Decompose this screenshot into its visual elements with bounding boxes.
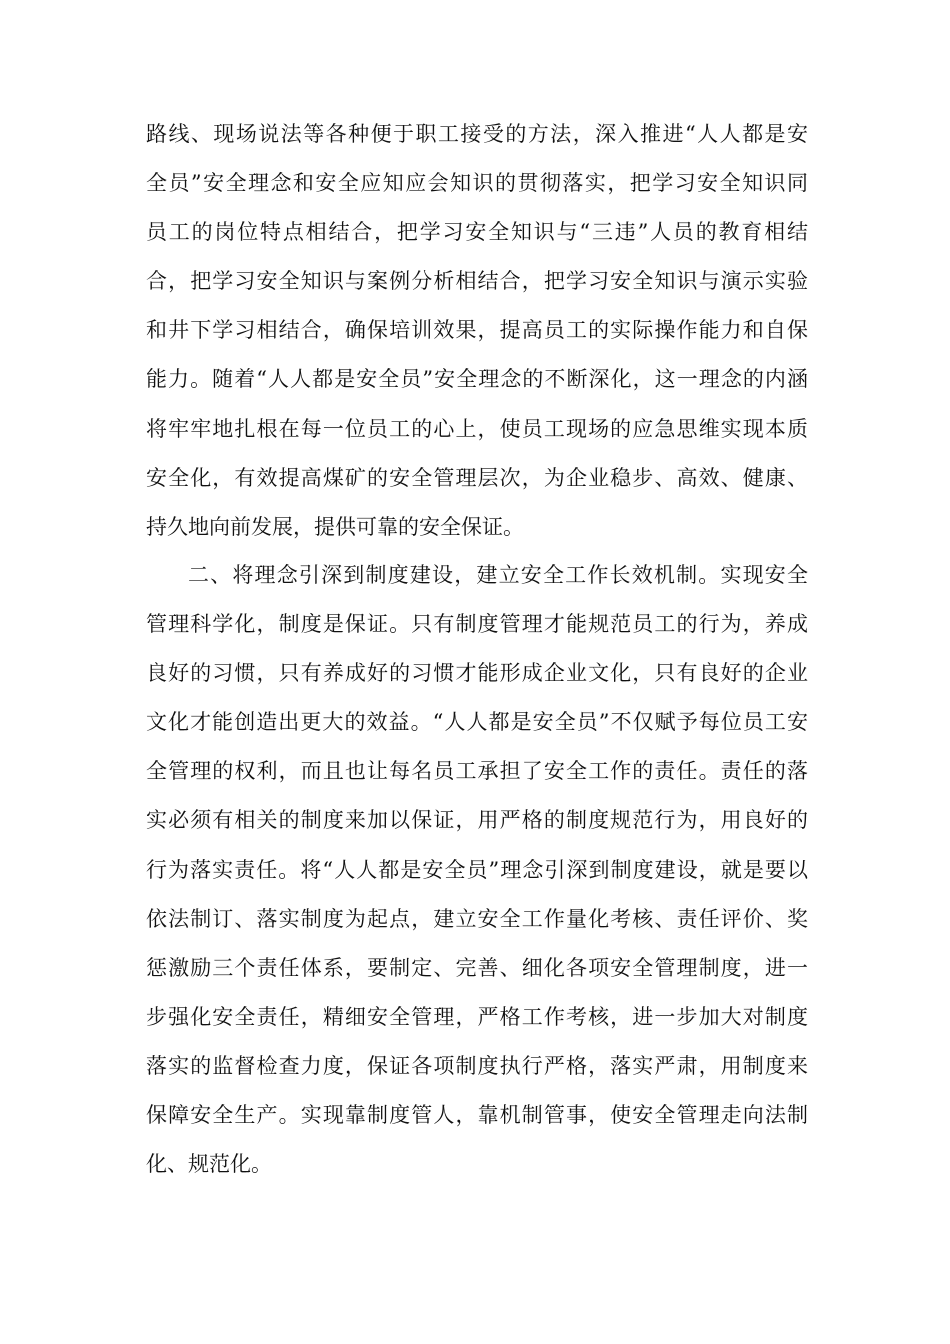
text-line: 持久地向前发展，提供可靠的安全保证。 xyxy=(146,514,524,539)
text-line: 全员”安全理念和安全应知应会知识的贯彻落实，把学习安全知识同 xyxy=(146,171,808,196)
paragraph-2 xyxy=(146,551,808,1189)
text-line: 保障安全生产。实现靠制度管人，靠机制管事，使安全管理走向法制 xyxy=(146,1103,808,1128)
text-line: 文化才能创造出更大的效益。“人人都是安全员”不仅赋予每位员工安 xyxy=(146,710,808,735)
text-line: 依法制订、落实制度为起点，建立安全工作量化考核、责任评价、奖 xyxy=(146,906,808,931)
text-line: 员工的岗位特点相结合，把学习安全知识与“三违”人员的教育相结 xyxy=(146,220,808,245)
text-line: 合，把学习安全知识与案例分析相结合，把学习安全知识与演示实验 xyxy=(146,269,808,294)
text-line: 步强化安全责任，精细安全管理，严格工作考核，进一步加大对制度 xyxy=(146,1004,808,1029)
text-line: 将牢牢地扎根在每一位员工的心上，使员工现场的应急思维实现本质 xyxy=(146,416,808,441)
text-line: 行为落实责任。将“人人都是安全员”理念引深到制度建设，就是要以 xyxy=(146,857,808,882)
paragraph-1 xyxy=(146,110,808,552)
text-line: 落实的监督检查力度，保证各项制度执行严格，落实严肃，用制度来 xyxy=(146,1053,808,1078)
text-line: 能力。随着“人人都是安全员”安全理念的不断深化，这一理念的内涵 xyxy=(146,367,808,392)
text-line: 安全化，有效提高煤矿的安全管理层次，为企业稳步、高效、健康、 xyxy=(146,465,808,490)
text-line: 全管理的权利，而且也让每名员工承担了安全工作的责任。责任的落 xyxy=(146,759,808,784)
text-line: 良好的习惯，只有养成好的习惯才能形成企业文化，只有良好的企业 xyxy=(146,661,808,686)
text-line: 实必须有相关的制度来加以保证，用严格的制度规范行为，用良好的 xyxy=(146,808,808,833)
text-line: 路线、现场说法等各种便于职工接受的方法，深入推进“人人都是安 xyxy=(146,122,808,146)
text-line: 管理科学化，制度是保证。只有制度管理才能规范员工的行为，养成 xyxy=(146,612,808,637)
text-line: 惩激励三个责任体系，要制定、完善、细化各项安全管理制度，进一 xyxy=(146,955,808,980)
text-line: 化、规范化。 xyxy=(146,1152,272,1177)
text-line: 和井下学习相结合，确保培训效果，提高员工的实际操作能力和自保 xyxy=(146,318,808,343)
text-line-first: 二、将理念引深到制度建设，建立安全工作长效机制。实现安全 xyxy=(188,563,808,587)
